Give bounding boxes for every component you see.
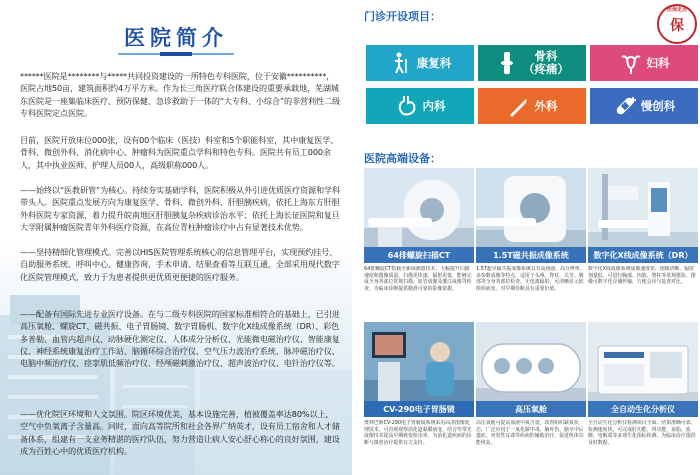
equipment-description: 1.5T超导磁共振成像系统具有高场强、高分辨率、多参数成像等特点，适用于头颅、脊柱、关节、腹部等全身各部位检查，无电离辐射，可清晰显示软组织病变，对早期诊断具有重要价值。 xyxy=(476,266,585,292)
intro-paragraph: 目前，医院开放床位000张，设有00个临床（医技）科室和5个职能科室，其中康复医学、骨科、微创外科、消化病中心、肿瘤科为医院重点学科和特色专科。医院共有员工000余人，其中执业医师、护理人员00人，高级职称000人。 xyxy=(20,135,339,170)
page-title: 医院简介 xyxy=(124,25,228,50)
dept-tile-chronic-wound[interactable] xyxy=(590,88,698,124)
equipment-card-endoscope[interactable] xyxy=(364,322,474,417)
outpatient-section-heading: 门诊开设项目： xyxy=(364,10,441,23)
equipment-section-heading: 医院高端设备： xyxy=(364,152,441,165)
equipment-description: 全自动生化分析仪检测项目全面、结果准确可靠、检测速度快，可完成肝功能、肾功能、血脂、血糖、电解质等多项生化指标检测，为临床诊疗提供及时数据。 xyxy=(588,420,696,446)
equipment-label: 高压氧舱 xyxy=(476,401,586,417)
stomach-icon xyxy=(395,94,419,118)
equipment-description: 高压氧舱可提高血液中氧含量，改善组织缺氧状态，广泛应用于一氧化碳中毒、脑外伤、脑卒中后遗症、突发性耳聋等疾病的辅助治疗，促进机体功能恢复。 xyxy=(476,420,584,446)
stamp-ring-text: 医保定点 xyxy=(666,7,687,13)
dept-label: 骨科 （疼痛） xyxy=(523,49,569,76)
equipment-label: 1.5T磁共振成像系统 xyxy=(476,247,586,263)
intro-paragraph: ******医院是********与*****共同投资建设的一所特色专科医院，位于安徽**********，医院占地50亩，建筑面积约4万平方米。作为长三角医疗联合体建设的重要承载地，芜湖城东医院是一座集临床医疗、预防保健、急诊救助于一体的“大专科、小综合”的非营利性二级专科医院定点医院。 xyxy=(20,71,340,118)
title-divider xyxy=(0,52,352,56)
dept-label: 外科 xyxy=(534,98,558,113)
services-panel xyxy=(352,0,700,475)
equipment-description: 奥林巴斯CV-290电子胃肠镜系统采用高清图像处理技术，可直观观察消化道黏膜病变，结合窄带光成像技术提高早期癌变检出率，为消化道疾病的诊断与微创治疗提供有力支持。 xyxy=(364,420,472,446)
intro-paragraph: ——始终以“医教研管”为核心。持续夯实基础学科，医院积极从外引进优质医疗资源和学科带头人。医院重点发展方向为康复医学、骨科、微创外科、肝胆胰疾病，依托上海东方肝胆外科医院专家资源，着力提升皖南地区肝胆胰复杂疾病诊治水平；依托上海长征医院和复旦大学附属肿瘤医院青年外科医疗资源，在高位青柱肿瘤诊疗中占有显著技术优势。 xyxy=(20,185,340,232)
equipment-card-ct[interactable] xyxy=(364,168,474,263)
equipment-label: 全自动生化分析仪 xyxy=(588,401,698,417)
equipment-label: CV-290电子胃肠镜 xyxy=(364,401,474,417)
intro-paragraph: ——坚持精细化管理模式。完善以HIS医院管理系统核心的信息管理平台，实现预约挂号、自助服务系统、呼叫中心、健康咨询、手术申请、结果查看等互联互通，全部采用现代数字化医院管理模式，致力于为患者提供更优质更便捷的医疗服务。 xyxy=(20,247,340,282)
equipment-card-analyzer[interactable] xyxy=(588,322,698,417)
equipment-description: 数字化X线成像系统成像速度快、图像清晰、辐射剂量低，可进行胸部、四肢、脊柱等常规摄影，图像可数字化存储传输，方便会诊与复查对比。 xyxy=(588,266,696,285)
dept-tile-rehabilitation[interactable] xyxy=(366,45,474,81)
insurance-stamp xyxy=(657,4,697,44)
equipment-card-mri[interactable] xyxy=(476,168,586,263)
equipment-label: 64排螺旋扫描CT xyxy=(364,247,474,263)
equipment-card-dr[interactable] xyxy=(588,168,698,263)
intro-paragraph: ——优化院区环境和人文氛围。院区环境优美，基本设施完善，植被覆盖率达80%以上，空气中负氧离子含量高。同时，面向高等院所和社会各界广纳英才，设有员工宿舍和人才储备体系，组建有一支业务精湛的医疗队伍，努力营造让病人安心舒心称心的良好氛围，建设成为百姓心中的优质医疗机构。 xyxy=(20,409,340,456)
dept-tile-gynecology[interactable] xyxy=(590,45,698,81)
dept-label: 妇科 xyxy=(646,55,670,70)
equipment-label: 数字化X线成像系统（DR） xyxy=(588,247,698,263)
bandage-icon xyxy=(613,94,637,118)
equipment-card-hyperbaric[interactable] xyxy=(476,322,586,417)
dept-tile-surgery[interactable] xyxy=(478,88,586,124)
intro-paragraph: ——配备有国际先进专业医疗设备。在与二级专科医院的国家标准相符合的基础上，已引进高压氧舱、螺旋CT、磁共振、电子胃肠镜、数字胃肠机、数字化X线成像系统（DR）、彩色多普勒、血管内超声仪、动脉硬化测定仪、人体成分分析仪、光能微电磁治疗仪、智能康复仪、神经系统康复治疗工作站、脑循环综合治疗仪、空气压力波治疗系统、脉冲磁治疗仪、电脑中频治疗仪、痉挛肌低频治疗仪、经颅磁刺激治疗仪、超声波治疗仪、电针治疗仪等。 xyxy=(20,309,340,369)
dept-tile-orthopedics[interactable] xyxy=(478,45,586,81)
joint-icon xyxy=(495,51,519,75)
scalpel-icon xyxy=(507,94,531,118)
equipment-description: 64排螺旋CT搭载全新探测器技术，大幅提升扫描速度和图像质量，扫描更快速、辐射更低，能够完成全身各部位常规扫描、血管成像及灌注成像等检查，为临床诊断提供精准可靠的影像依据。 xyxy=(364,266,472,292)
dept-label: 内科 xyxy=(422,98,446,113)
stamp-char: 保 xyxy=(670,18,684,34)
dept-tile-internal-medicine[interactable] xyxy=(366,88,474,124)
rehabilitation-icon xyxy=(389,51,413,75)
dept-label: 慢创科 xyxy=(640,98,676,113)
dept-label: 康复科 xyxy=(416,55,452,70)
uterus-icon xyxy=(619,51,643,75)
